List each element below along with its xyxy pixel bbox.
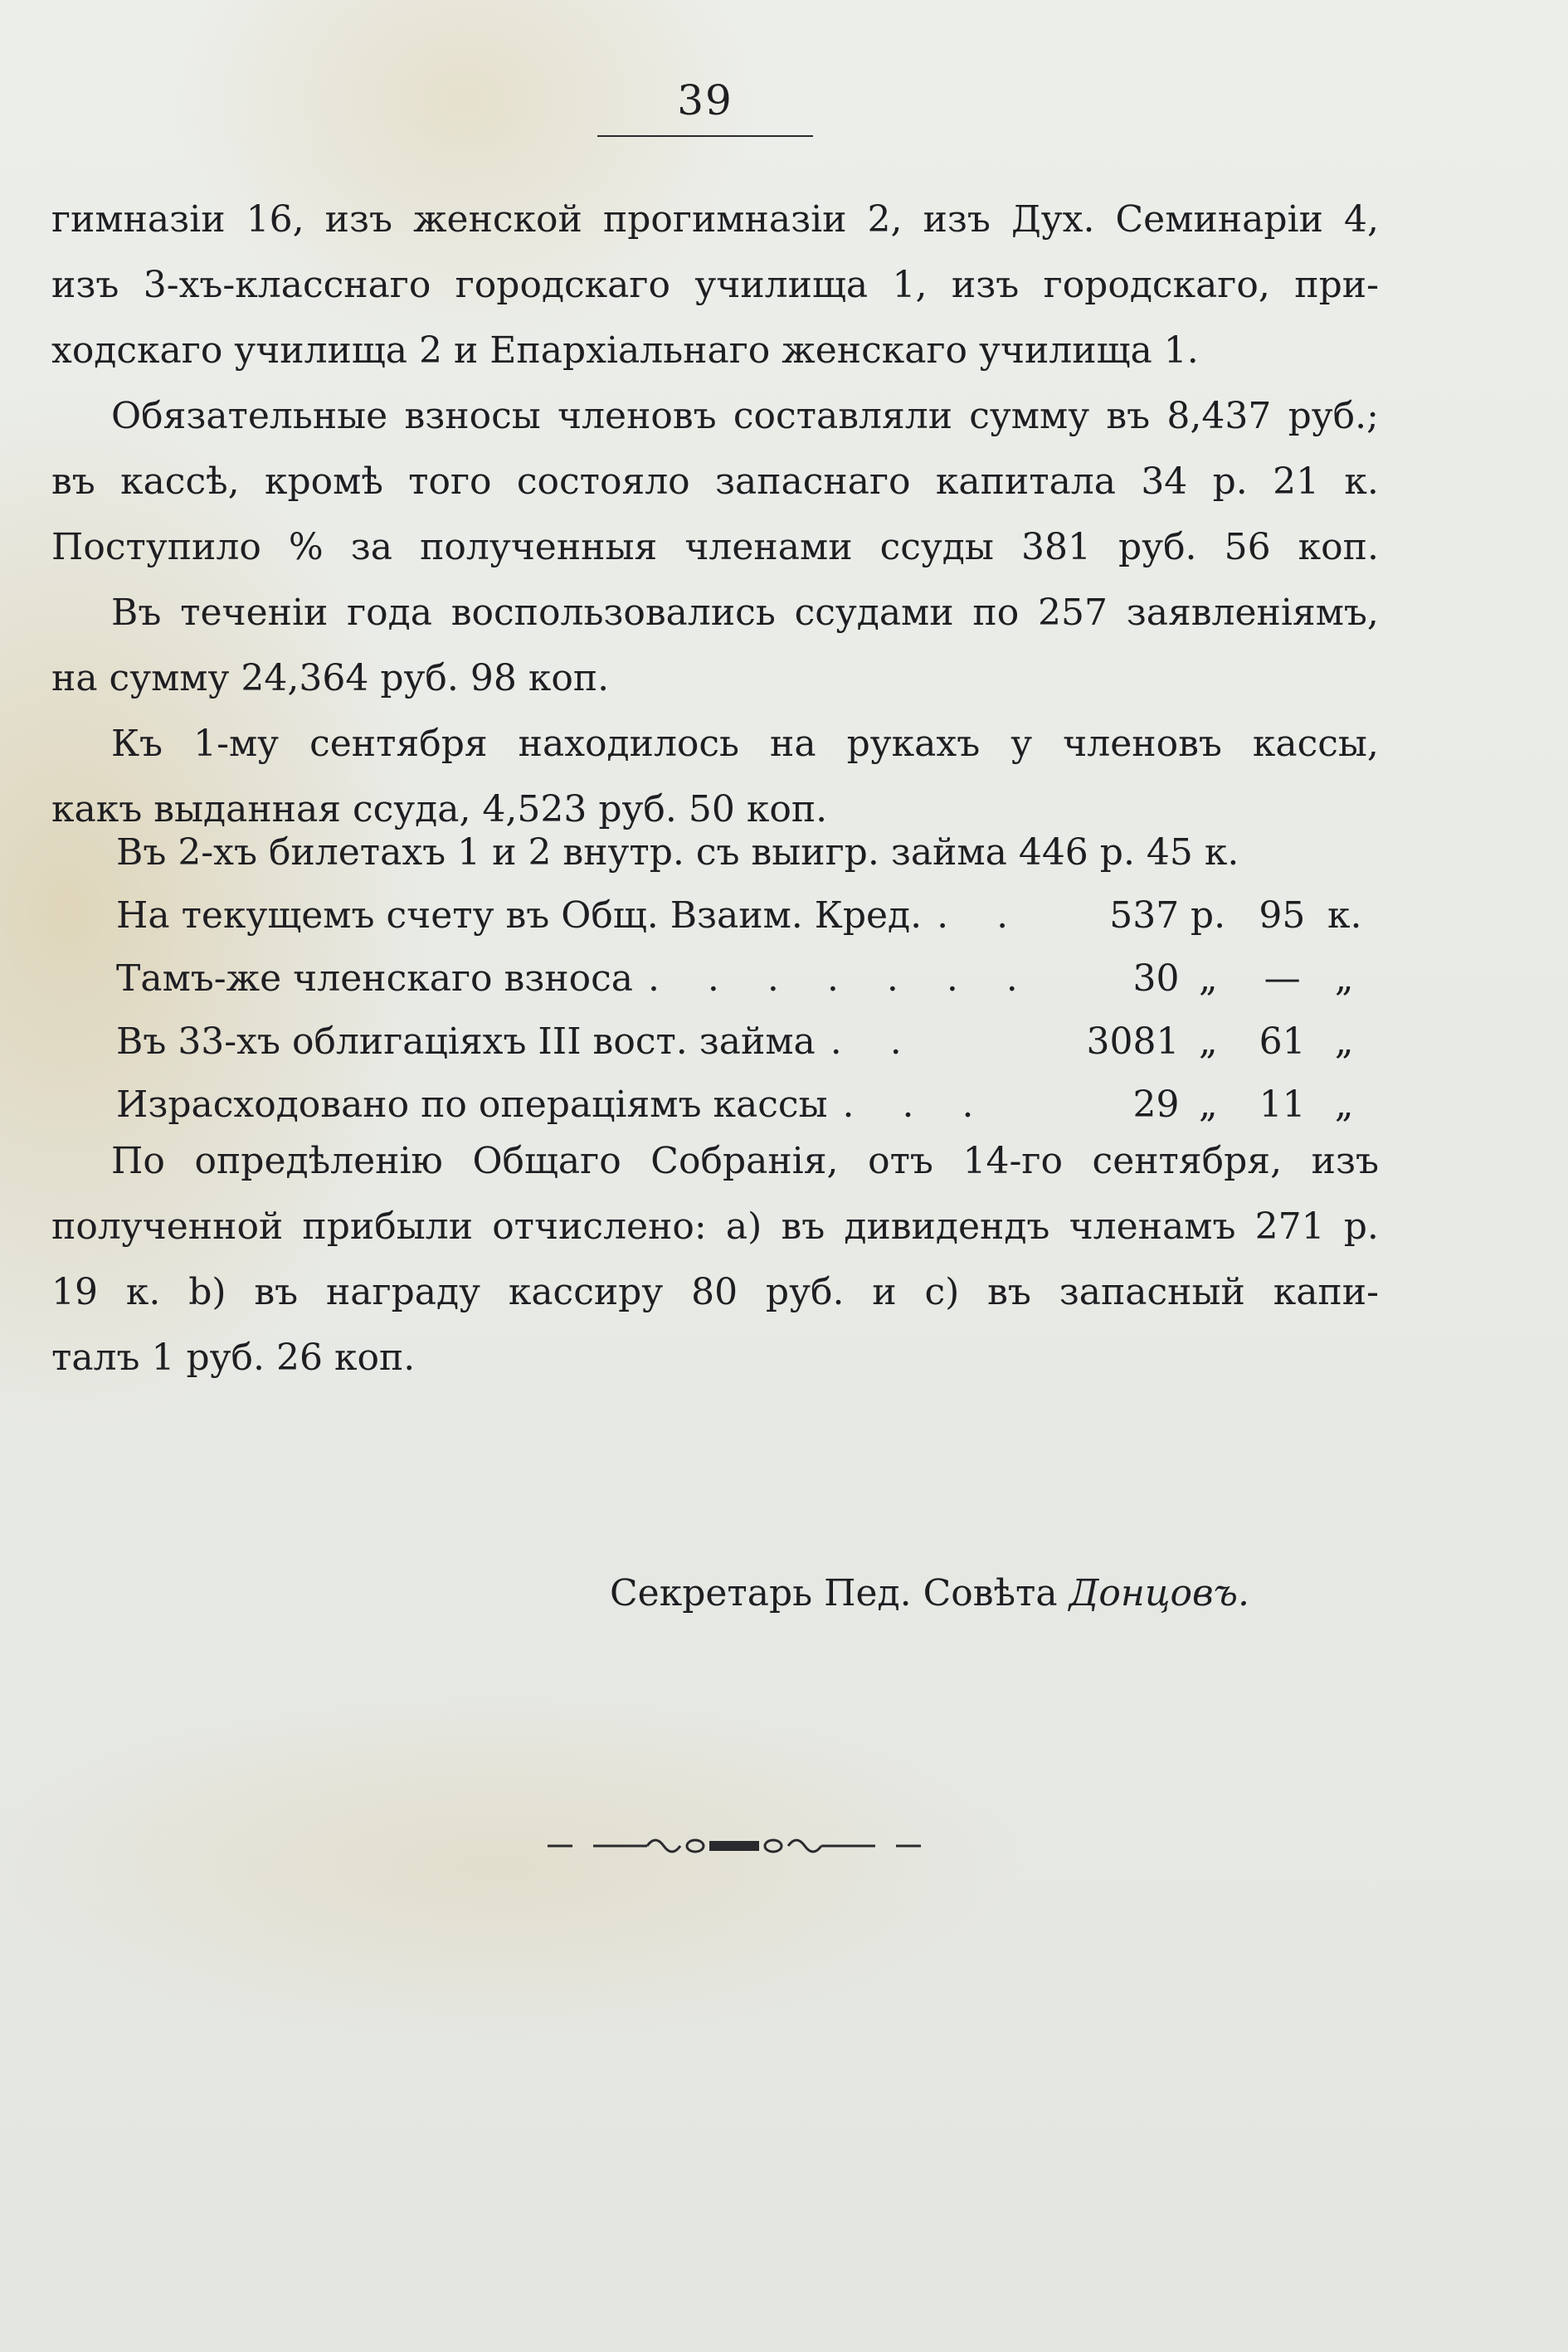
p3-line1: Въ теченіи года воспользовались ссудами по 257 заявленіямъ,: [111, 592, 1379, 634]
p2-line3: Поступило % за полученныя членами ссуды 381 руб. 56 коп.: [51, 526, 1379, 568]
ledger-rubles: 537: [1109, 894, 1180, 937]
ledger-unit: „: [1334, 1020, 1354, 1063]
p1-line2: изъ 3-хъ-класснаго городскаго училища 1, изъ городскаго, при-: [51, 264, 1379, 306]
ledger-kopecks: —: [1264, 957, 1301, 1000]
ledger-row: [116, 1074, 1361, 1137]
page-number-rule: [597, 135, 813, 137]
ledger-leader-dots: . .: [830, 1020, 920, 1063]
account-ledger: [116, 821, 1361, 1137]
p5-line1: По опредѣленію Общаго Собранія, отъ 14-го сентября, изъ: [111, 1140, 1379, 1182]
ledger-rubles: 29: [1132, 1083, 1180, 1126]
ledger-unit: „: [1334, 1083, 1354, 1126]
ledger-leader-dots: . . .: [842, 1083, 992, 1126]
p1-line1: гимназіи 16, изъ женской прогимназіи 2, изъ Дух. Семинаріи 4,: [51, 198, 1379, 241]
ledger-unit: „: [1334, 957, 1354, 1000]
p5-line2: полученной прибыли отчислено: a) въ дивидендъ членамъ 271 р.: [51, 1205, 1379, 1248]
ledger-unit: „: [1198, 1083, 1218, 1126]
ledger-row: [116, 947, 1361, 1010]
ledger-rubles: 3081: [1086, 1020, 1180, 1063]
p5-line3: 19 к. b) въ награду кассиру 80 руб. и c) въ запасный капи-: [51, 1271, 1379, 1313]
p2-line2: въ кассѣ, кромѣ того состояло запаснаго капитала 34 р. 21 к.: [51, 460, 1379, 503]
p4-line2: какъ выданная ссуда, 4,523 руб. 50 коп.: [51, 788, 828, 830]
ledger-label: Тамъ-же членскаго взноса: [116, 957, 633, 1000]
p2-line1: Обязательные взносы членовъ составляли сумму въ 8,437 руб.;: [111, 395, 1379, 437]
body-text-top: [51, 187, 1379, 842]
signature-line: [610, 1572, 1249, 1614]
ledger-label: Израсходовано по операціямъ кассы: [116, 1083, 828, 1126]
p4-line1: Къ 1-му сентября находилось на рукахъ у членовъ кассы,: [111, 723, 1379, 765]
ledger-unit: к.: [1327, 894, 1362, 937]
ledger-unit: „: [1198, 1020, 1218, 1063]
ledger-kopecks: 11: [1259, 1083, 1306, 1126]
page-number: 39: [677, 76, 733, 124]
ledger-kopecks: 95: [1259, 894, 1306, 937]
ledger-leader-dots: . . . . . . .: [647, 957, 1036, 1000]
ledger-kopecks: 61: [1259, 1020, 1306, 1063]
ledger-row: [116, 884, 1361, 947]
p5-line4: талъ 1 руб. 26 коп.: [51, 1337, 416, 1379]
ledger-rubles: 30: [1132, 957, 1180, 1000]
ornament-divider-icon: [548, 1825, 921, 1867]
signature-name: Донцовъ.: [1069, 1572, 1249, 1614]
ledger-unit: „: [1198, 957, 1218, 1000]
p3-line2: на сумму 24,364 руб. 98 коп.: [51, 657, 610, 699]
ledger-label: Въ 33-хъ облигаціяхъ III вост. займа: [116, 1020, 816, 1063]
ledger-label: Въ 2-хъ билетахъ 1 и 2 внутр. съ выигр. займа 446 р. 45 к.: [116, 831, 1239, 874]
ledger-row: [116, 1010, 1361, 1074]
signature-title: Секретарь Пед. Совѣта: [610, 1572, 1058, 1614]
ledger-unit: р.: [1190, 894, 1226, 937]
body-text-bottom: [51, 1128, 1379, 1390]
ledger-leader-dots: . .: [937, 894, 1027, 937]
p1-line3: ходскаго училища 2 и Епархіальнаго женскаго училища 1.: [51, 329, 1199, 372]
ledger-label: На текущемъ счету въ Общ. Взаим. Кред.: [116, 894, 923, 937]
ledger-row: [116, 821, 1361, 884]
